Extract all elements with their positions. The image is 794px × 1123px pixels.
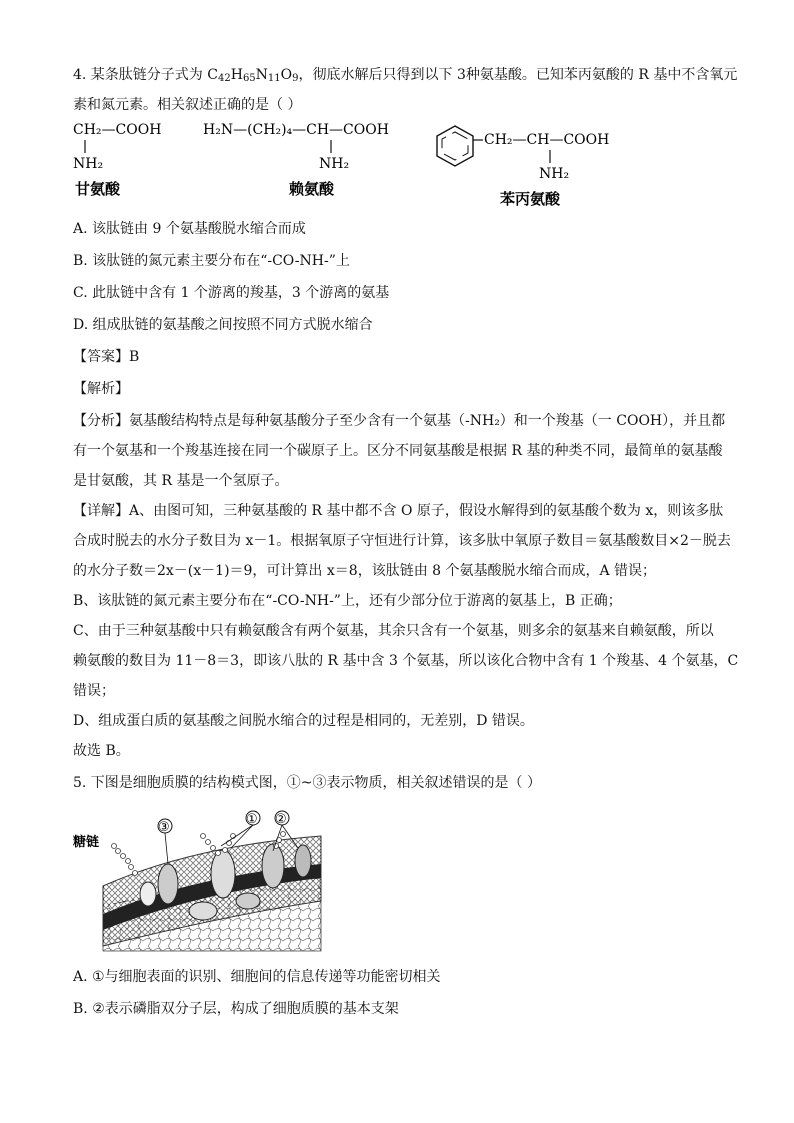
detail-line: 的水分子数＝2x－(x－1)＝9，可计算出 x＝8，该肽链由 8 个氨基酸脱水缩合而成，A 错误；	[73, 563, 657, 579]
q4-option-c: C. 此肽链中含有 1 个游离的羧基，3 个游离的氨基	[73, 285, 390, 301]
q4-analysis	[73, 406, 726, 496]
lysine-name: 赖氨酸	[289, 180, 335, 198]
detail-line: 故选 B。	[73, 743, 130, 759]
q4-analysis-tag: 【解析】	[73, 381, 129, 397]
phenylalanine-name: 苯丙氨酸	[500, 190, 561, 208]
phenylalanine-top: CH₂—CH—COOH	[484, 132, 610, 148]
detail-line: 合成时脱去的水分子数目为 x－1。根据氧原子守恒进行计算，该多肽中氧原子数目＝氨基酸数目×2－脱去	[73, 533, 731, 549]
analysis-line: 是甘氨酸，其 R 基是一个氢原子。	[73, 473, 289, 489]
label-sugar-chain: 糖链	[73, 835, 100, 850]
detail-line: 错误；	[73, 683, 115, 699]
q5-option-a: A. ①与细胞表面的识别、细胞间的信息传递等功能密切相关	[73, 969, 441, 985]
analysis-line: 有一个氨基和一个羧基连接在同一个碳原子上。区分不同氨基酸是根据 R 基的种类不同，最简单的氨基酸	[73, 443, 723, 459]
lysine-structure	[203, 122, 389, 198]
q4-option-a: A. 该肽链由 9 个氨基酸脱水缩合而成	[73, 221, 306, 237]
q5-stem: 5. 下图是细胞质膜的结构模式图，①~③表示物质，相关叙述错误的是（ ）	[73, 775, 541, 791]
q4-stem-line1: 4. 某条肽链分子式为 $C_{42}H_{65}N_{11}O_9$，彻底水解后只得到以下 3种氨基酸。已知苯丙氨酸的 R 基中不含氧元	[73, 67, 738, 84]
lysine-top: H₂N—(CH₂)₄—CH—COOH	[203, 122, 389, 138]
analysis-line: 【分析】氨基酸结构特点是每种氨基酸分子至少含有一个氨基（-NH₂）和一个羧基（一 COOH），并且都	[73, 413, 726, 429]
glycine-name: 甘氨酸	[75, 180, 121, 198]
q4-option-d: D. 组成肽链的氨基酸之间按照不同方式脱水缩合	[73, 317, 373, 333]
detail-line: B、该肽链的氮元素主要分布在“-CO-NH-”上，还有少部分位于游离的氨基上，B 正确；	[73, 593, 622, 609]
lysine-bottom: NH₂	[319, 156, 350, 172]
phenylalanine-structure	[437, 126, 609, 208]
cell-membrane-figure	[73, 806, 303, 956]
label-2: ②	[275, 812, 287, 827]
detail-line: 赖氨酸的数目为 11－8＝3，即该八肽的 R 基中含 3 个氨基，所以该化合物中含有 1 个羧基、4 个氨基，C	[73, 653, 739, 669]
glycine-bottom: NH₂	[73, 156, 104, 172]
glycine-top: CH₂—COOH	[73, 122, 162, 138]
q5-option-b: B. ②表示磷脂双分子层，构成了细胞质膜的基本支架	[73, 1001, 399, 1017]
q4-stem-line2: 素和氮元素。相关叙述正确的是（ ）	[73, 97, 302, 113]
detail-line: D、组成蛋白质的氨基酸之间脱水缩合的过程是相同的，无差别，D 错误。	[73, 713, 534, 729]
glycine-structure	[73, 122, 161, 198]
q4-option-b: B. 该肽链的氮元素主要分布在“-CO-NH-”上	[73, 253, 350, 269]
detail-line: C、由于三种氨基酸中只有赖氨酸含有两个氨基，其余只含有一个氨基，则多余的氨基来自赖氨酸，所以	[73, 623, 714, 639]
amino-acid-structures	[73, 120, 723, 210]
q4-detail	[73, 496, 739, 766]
q4-answer: 【答案】B	[73, 349, 140, 365]
phenylalanine-bottom: NH₂	[539, 166, 570, 182]
document-page	[73, 60, 739, 1026]
label-3: ③	[158, 820, 170, 835]
label-1: ①	[246, 812, 258, 827]
amino-acid-structures-figure	[73, 120, 723, 210]
detail-line: 【详解】A、由图可知，三种氨基酸的 R 基中都不含 O 原子，假设水解得到的氨基酸个数为 x，则该多肽	[73, 503, 724, 519]
cell-membrane-diagram	[73, 806, 323, 956]
